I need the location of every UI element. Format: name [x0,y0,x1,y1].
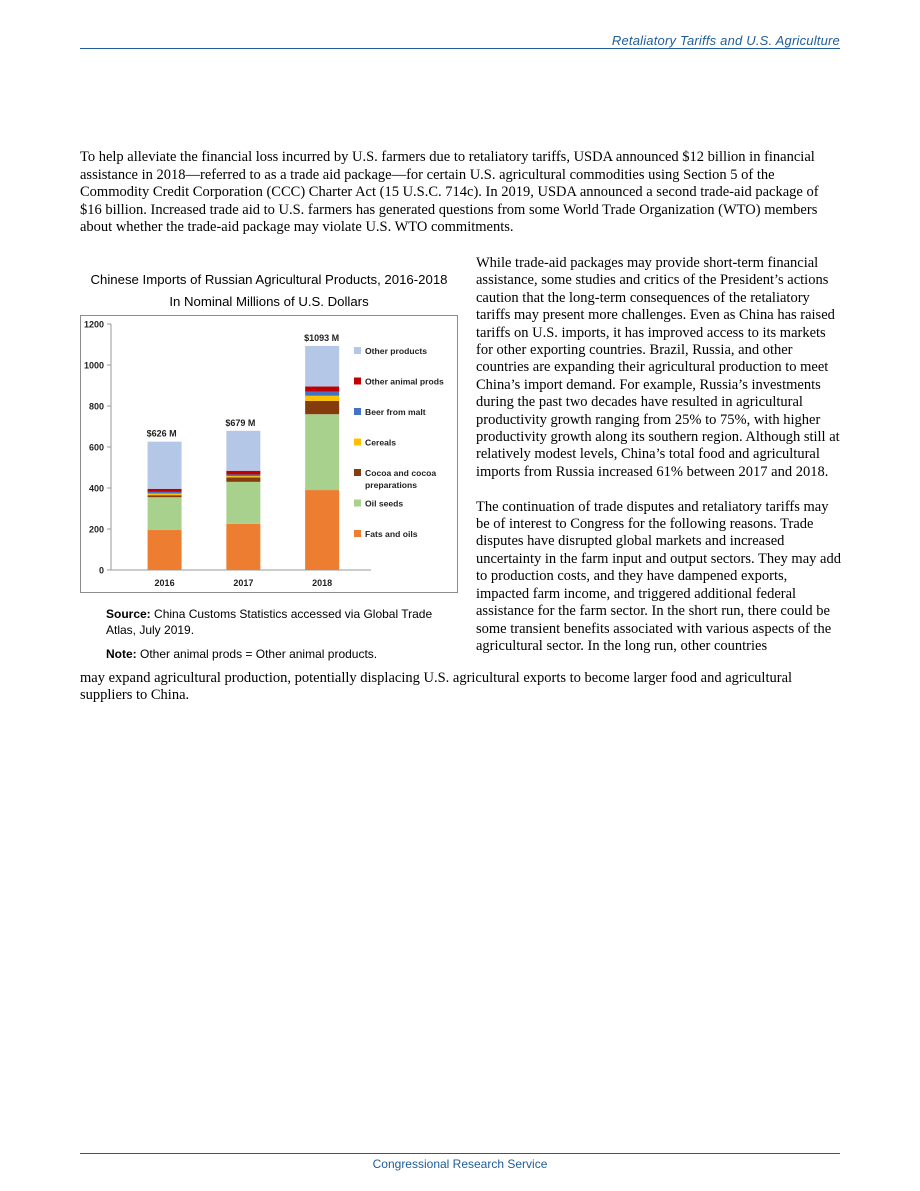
legend-swatch [354,439,361,446]
bar-segment [148,530,182,570]
bar-segment [148,492,182,494]
bar-segment [148,442,182,489]
source-label: Source: [106,607,151,621]
note-text: Other animal prods = Other animal products. [140,647,378,661]
bar-segment [305,396,339,401]
y-tick-label: 0 [98,565,104,576]
right-paragraph-1: While trade-aid packages may provide short-term financial assistance, some studies and critics of the President’s actions caution that the long-term consequences of the retaliatory tariffs may present more challenges. Even as China has raised tariffs on U.S. imports, it has improved access to its markets for other exporting countries. Brazil, Russia, and other countries are expanding their agricultural production to meet China’s import demand. For example, Russia’s investments during the past two decades have resulted in agricultural productivity growth ranging from 25% to 75%, with higher productivity growth along its southern region. Although still at relatively modest levels, China’s total food and agricultural imports from Russia increased 61% between 2017 and 2018. [476,255,840,480]
bar-segment [148,494,182,496]
x-tick-label: 2018 [312,578,333,588]
legend-label: Cocoa and cocoa [365,468,437,478]
bar-segment [226,474,260,476]
legend-swatch [354,530,361,537]
bar-total-label: $626 M [146,428,177,439]
right-column [476,255,842,655]
bar-segment [305,346,339,387]
figure-source [106,606,456,638]
x-tick-label: 2017 [233,578,254,588]
running-header: Retaliatory Tariffs and U.S. Agriculture [611,33,840,48]
footer: Congressional Research Service [372,1157,548,1171]
bar-segment [148,489,182,492]
bar-total-label: $1093 M [304,332,340,343]
source-text: China Customs Statistics accessed via Global Trade Atlas, July 2019. [106,607,433,637]
bar-segment [226,482,260,524]
chart-container [80,315,458,593]
bar-segment [305,392,339,396]
y-tick-label: 800 [88,401,104,412]
header-rule [80,48,840,49]
y-tick-label: 200 [88,524,104,535]
footer-rule [80,1153,840,1154]
legend-swatch [354,500,361,507]
y-tick-label: 1200 [83,319,104,330]
bar-segment [305,387,339,392]
bar-segment [305,414,339,490]
bar-segment [226,471,260,475]
bar-segment [305,490,339,570]
y-tick-label: 600 [88,442,104,453]
bar-segment [226,524,260,570]
bar-segment [148,497,182,530]
legend-swatch [354,469,361,476]
intro-paragraph: To help alleviate the financial loss incurred by U.S. farmers due to retaliatory tariffs, USDA announced $12 billion in financial assistance in 2018—referred to as a trade aid package—for certain U.S. agricultural commodities using Section 5 of the Commodity Credit Corporation (CCC) Charter Act (15 U.S.C. 714c). In 2019, USDA announced a second trade-aid package of $16 billion. Increased trade aid to U.S. farmers has generated questions from some World Trade Organization (WTO) members about whether the trade-aid package may violate U.S. WTO commitments. [80,149,819,236]
legend-label: preparations [365,480,418,490]
x-tick-label: 2016 [154,578,175,588]
tail-paragraph: may expand agricultural production, potentially displacing U.S. agricultural exports to become larger food and agricultural suppliers to China. [80,670,793,704]
legend-swatch [354,347,361,354]
bar-segment [226,476,260,477]
legend-label: Other products [365,346,428,356]
stacked-bar-chart [81,316,457,592]
legend-swatch [354,378,361,385]
legend-label: Oil seeds [365,498,404,509]
y-tick-label: 1000 [83,360,104,371]
figure-note [106,646,456,662]
figure-title: Chinese Imports of Russian Agricultural Products, 2016-2018 [90,272,448,287]
bar-segment [305,401,339,414]
bar-segment [226,431,260,471]
right-paragraph-2: The continuation of trade disputes and retaliatory tariffs may be of interest to Congress for the following reasons. Trade disputes have disrupted global markets and increased uncertainty in the farm input and output sectors. They may add to production costs, and they have dampened exports, impacted farm income, and triggered additional federal assistance for the farm sector. In the short run, there could be some transient benefits associated with various aspects of the agricultural sector. In the long run, other countries [476,498,841,654]
bar-segment [226,477,260,482]
figure-subtitle: In Nominal Millions of U.S. Dollars [169,294,369,309]
legend-label: Fats and oils [365,529,418,539]
legend-swatch [354,408,361,415]
bar-segment [148,495,182,497]
legend-label: Beer from malt [365,407,426,417]
legend-label: Other animal prods [365,376,444,387]
note-label: Note: [106,647,137,661]
y-tick-label: 400 [88,483,104,494]
legend-label: Cereals [365,437,397,448]
bar-total-label: $679 M [225,417,256,428]
